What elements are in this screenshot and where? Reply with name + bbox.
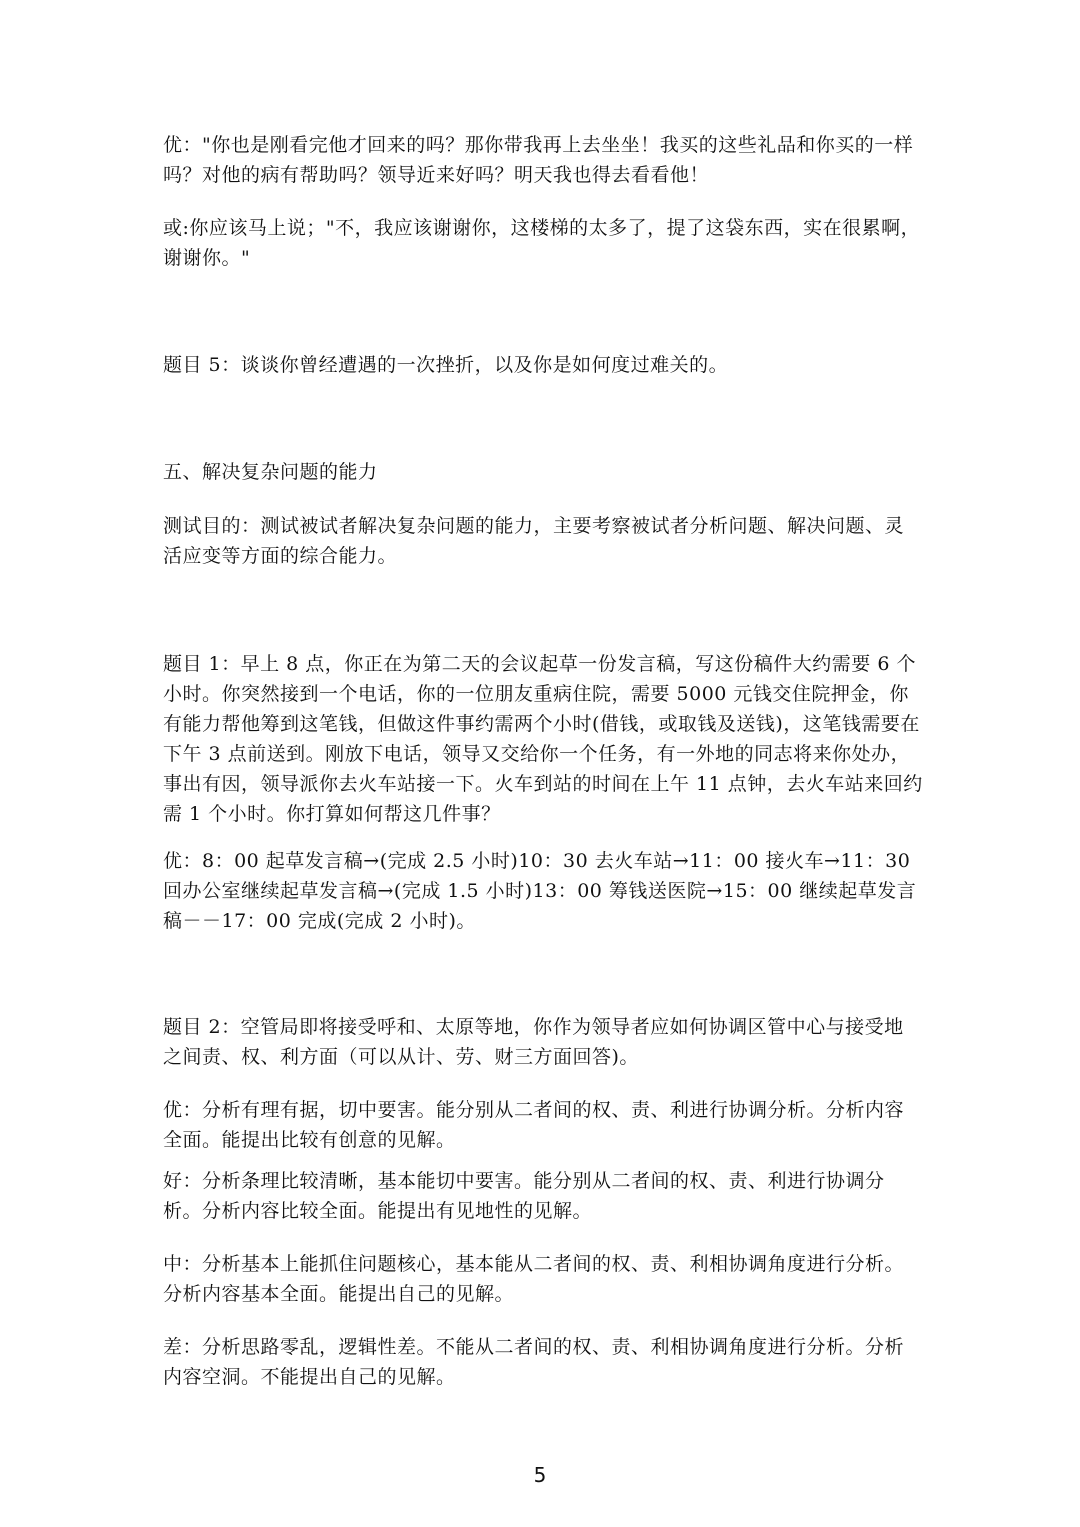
page-number: 5 [533, 1463, 547, 1487]
faint-header-text [185, 82, 385, 102]
grade-excellent-paragraph: 优：分析有理有据，切中要害。能分别从二者间的权、责、利进行协调分析。分析内容全面。能提出比较有创意的见解。 [163, 1099, 905, 1151]
section-heading-5: 五、解决复杂问题的能力 [163, 461, 378, 483]
answer-schedule-paragraph: 优：8：00 起草发言稿→(完成 2.5 小时)10：30 去火车站→11：00 接火车→11：30 回办公室继续起草发言稿→(完成 1.5 小时)13：00 筹钱送医院→15：00 继续起草发言稿－－17：00 完成(完成 2 小时)。 [163, 850, 917, 932]
answer-excellent-paragraph-1: 优："你也是刚看完他才回来的吗？那你带我再上去坐坐！我买的这些礼品和你买的一样吗？对他的病有帮助吗？领导近来好吗？明天我也得去看看他！ [163, 134, 914, 186]
question-2-paragraph: 题目 2：空管局即将接受呼和、太原等地，你作为领导者应如何协调区管中心与接受地之间责、权、利方面（可以从计、劳、财三方面回答)。 [163, 1016, 904, 1068]
question-1-paragraph: 题目 1：早上 8 点，你正在为第二天的会议起草一份发言稿，写这份稿件大约需要 6 个小时。你突然接到一个电话，你的一位朋友重病住院，需要 5000 元钱交住院押金，你有能力帮他筹到这笔钱，但做这件事约需两个小时(借钱，或取钱及送钱)，这笔钱需要在下午 3 点前送到。刚放下电话，领导又交给你一个任务，有一外地的同志将来你处办，事出有因，领导派你去火车站接一下。火车到站的时间在上午 11 点钟，去火车站来回约需 1 个小时。你打算如何帮这几件事？ [163, 653, 923, 825]
test-purpose-paragraph: 测试目的：测试被试者解决复杂问题的能力，主要考察被试者分析问题、解决问题、灵活应变等方面的综合能力。 [163, 515, 905, 567]
grade-good-paragraph: 好：分析条理比较清晰，基本能切中要害。能分别从二者间的权、责、利进行协调分析。分析内容比较全面。能提出有见地性的见解。 [163, 1170, 885, 1222]
grade-poor-paragraph: 差：分析思路零乱，逻辑性差。不能从二者间的权、责、利相协调角度进行分析。分析内容空洞。不能提出自己的见解。 [163, 1336, 905, 1388]
grade-medium-paragraph: 中：分析基本上能抓住问题核心，基本能从二者间的权、责、利相协调角度进行分析。分析内容基本全面。能提出自己的见解。 [163, 1253, 905, 1305]
question-5-paragraph: 题目 5：谈谈你曾经遭遇的一次挫折，以及你是如何度过难关的。 [163, 354, 729, 376]
answer-alternative-paragraph: 或:你应该马上说；"不，我应该谢谢你，这楼梯的太多了，提了这袋东西，实在很累啊，谢谢你。" [163, 217, 921, 269]
